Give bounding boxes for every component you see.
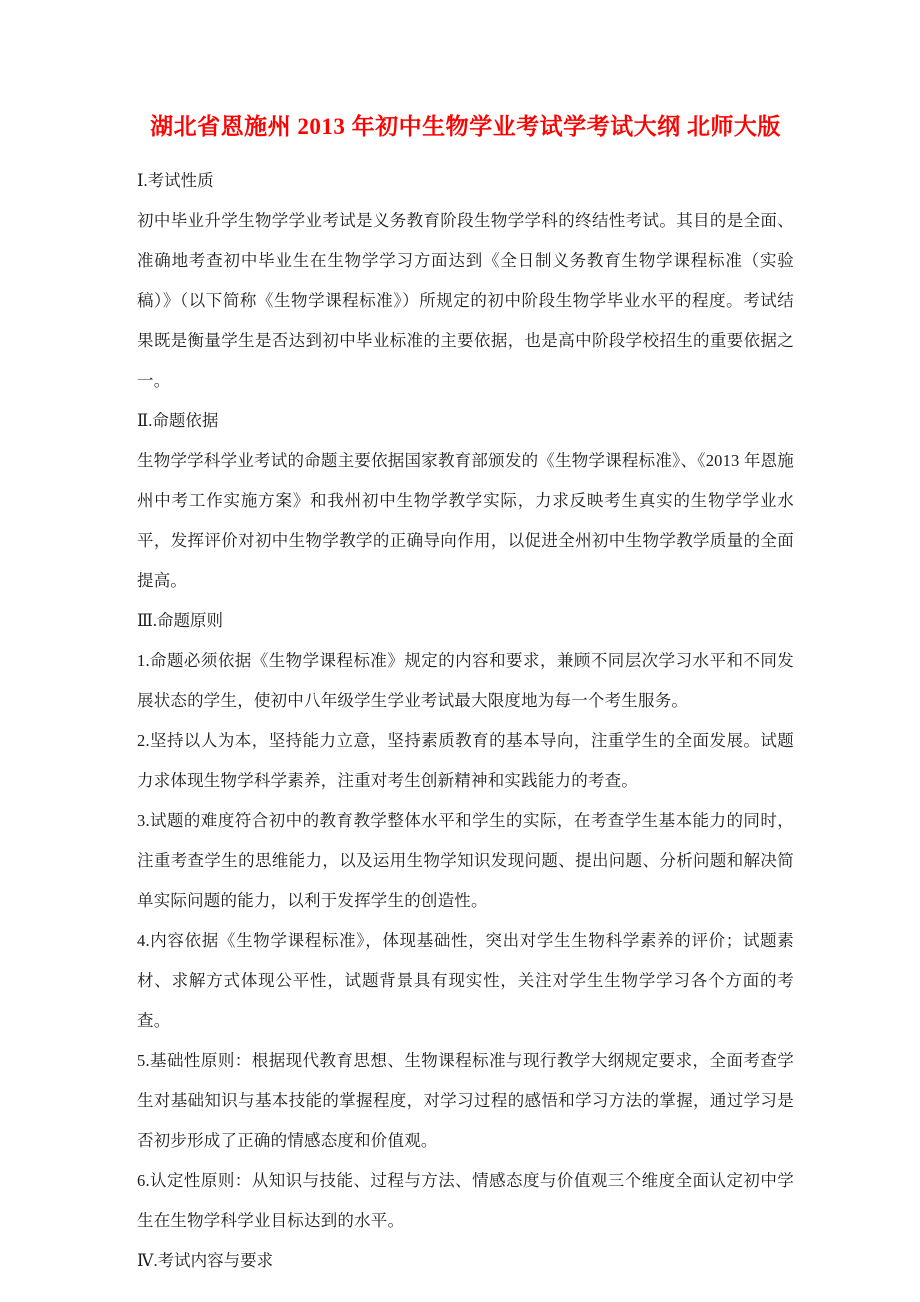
section-heading-proposition-basis: Ⅱ.命题依据 [137,411,219,430]
paragraph-principle-1: 1.命题必须依据《生物学课程标准》规定的内容和要求，兼顾不同层次学习水平和不同发展状态的学生，使初中八年级学生学业考试最大限度地为每一个考生服务。 [137,651,794,710]
section-heading-exam-content-requirements: Ⅳ.考试内容与要求 [137,1251,274,1270]
paragraph-principle-6: 6.认定性原则：从知识与技能、过程与方法、情感态度与价值观三个维度全面认定初中学生在生物学科学业目标达到的水平。 [137,1171,794,1230]
document-title: 湖北省恩施州 2013 年初中生物学业考试学考试大纲 北师大版 [150,114,781,139]
paragraph-principle-3: 3.试题的难度符合初中的教育教学整体水平和学生的实际，在考查学生基本能力的同时，注重考查学生的思维能力，以及运用生物学知识发现问题、提出问题、分析问题和解决简单实际问题的能力，以利于发挥学生的创造性。 [137,811,794,910]
paragraph-principle-2: 2.坚持以人为本，坚持能力立意，坚持素质教育的基本导向，注重学生的全面发展。试题力求体现生物学科学素养，注重对考生创新精神和实践能力的考查。 [137,731,794,790]
paragraph-principle-5: 5.基础性原则：根据现代教育思想、生物课程标准与现行教学大纲规定要求，全面考查学生对基础知识与基本技能的掌握程度，对学习过程的感悟和学习方法的掌握，通过学习是否初步形成了正确的情感态度和价值观。 [137,1051,794,1150]
document-body [137,161,794,1281]
section-heading-exam-nature: Ⅰ.考试性质 [137,171,214,190]
paragraph-proposition-basis: 生物学学科学业考试的命题主要依据国家教育部颁发的《生物学课程标准》、《2013 年恩施州中考工作实施方案》和我州初中生物学教学实际，力求反映考生真实的生物学学业水平，发挥评价对初中生物学教学的正确导向作用，以促进全州初中生物学教学质量的全面提高。 [137,451,794,590]
section-heading-proposition-principles: Ⅲ.命题原则 [137,611,224,630]
paragraph-exam-nature: 初中毕业升学生物学学业考试是义务教育阶段生物学学科的终结性考试。其目的是全面、准确地考查初中毕业生在生物学学习方面达到《全日制义务教育生物学课程标准（实验稿）》（以下简称《生物学课程标准》）所规定的初中阶段生物学毕业水平的程度。考试结果既是衡量学生是否达到初中毕业标准的主要依据，也是高中阶段学校招生的重要依据之一。 [137,211,794,390]
paragraph-principle-4: 4.内容依据《生物学课程标准》，体现基础性，突出对学生生物科学素养的评价；试题素材、求解方式体现公平性，试题背景具有现实性，关注对学生生物学学习各个方面的考查。 [137,931,794,1030]
